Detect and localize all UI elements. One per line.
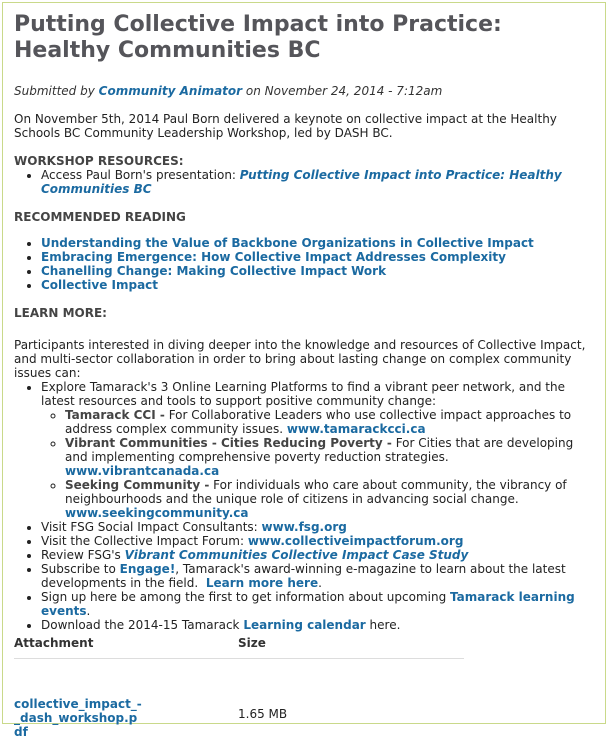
platform-name: Tamarack CCI -: [65, 408, 165, 422]
learn-more-link[interactable]: Learn more here: [206, 576, 318, 590]
submitted-line: [14, 84, 596, 98]
reading-list: [14, 236, 596, 292]
review-text: Review FSG's: [41, 548, 121, 562]
reading-link-backbone[interactable]: Understanding the Value of Backbone Organizations in Collective Impact: [41, 236, 534, 250]
article: [14, 12, 596, 739]
attachment-size: 1.65 MB: [238, 659, 464, 739]
list-item: [41, 278, 596, 292]
learn-list: [14, 380, 596, 632]
reading-link-collective-impact[interactable]: Collective Impact: [41, 278, 158, 292]
attachments-table: [14, 632, 464, 739]
platform-list: [41, 408, 596, 520]
list-item: [41, 548, 596, 562]
forum-link[interactable]: www.collectiveimpactforum.org: [248, 534, 464, 548]
submitted-prefix: Submitted by: [14, 84, 95, 98]
platform-name: Seeking Community -: [65, 478, 209, 492]
list-item: [41, 520, 596, 534]
workshop-list: [14, 168, 596, 196]
learning-events-link[interactable]: Tamarack learning events: [41, 590, 575, 618]
list-item: • Sign up here be among the first to get information about upcoming Tamarack learning events.: [41, 590, 596, 618]
attachment-column-header: Attachment: [14, 632, 238, 659]
fsg-text: Visit FSG Social Impact Consultants:: [41, 520, 258, 534]
learn-paragraph: Participants interested in diving deeper into the knowledge and resources of Collective Impact, and multi-sector collaboration in order to bring about lasting change on complex community issues can:: [14, 338, 596, 380]
size-column-header: Size: [238, 632, 464, 659]
list-item: [41, 534, 596, 548]
signup-text: Sign up here be among the first to get information about upcoming: [41, 590, 446, 604]
platform-name: Vibrant Communities - Cities Reducing Poverty -: [65, 436, 392, 450]
subscribe-desc: , Tamarack's award-winning e-magazine to learn about the latest developments in the field.: [41, 562, 566, 590]
list-item: [41, 264, 596, 278]
intro-paragraph: On November 5th, 2014 Paul Born delivered a keynote on collective impact at the Healthy Schools BC Community Leadership Workshop, led by DASH BC.: [14, 112, 596, 140]
engage-link[interactable]: Engage!: [120, 562, 176, 576]
presentation-link[interactable]: Putting Collective Impact into Practice: Healthy Communities BC: [41, 168, 562, 196]
subscribe-text: Subscribe to: [41, 562, 116, 576]
learning-calendar-link[interactable]: Learning calendar: [243, 618, 365, 632]
submitted-date: on November 24, 2014 - 7:12am: [246, 84, 442, 98]
workshop-item-text: Access Paul Born's presentation:: [41, 168, 236, 182]
workshop-heading: WORKSHOP RESOURCES:: [14, 154, 596, 168]
learn-heading: LEARN MORE:: [14, 306, 596, 320]
list-item: [41, 618, 596, 632]
platform-desc: For Cities that are developing and implementing comprehensive poverty reduction strategies.: [65, 436, 573, 464]
list-item: [65, 436, 596, 478]
list-item: [41, 380, 596, 520]
table-row: [14, 659, 464, 739]
reading-link-emergence[interactable]: Embracing Emergence: How Collective Impact Addresses Complexity: [41, 250, 506, 264]
list-item: [41, 236, 596, 250]
download-text: Download the 2014-15 Tamarack: [41, 618, 240, 632]
list-item: • Subscribe to Engage!, Tamarack's award-winning e-magazine to learn about the latest developments in the field. Learn more here.: [41, 562, 596, 590]
explore-text: Explore Tamarack's 3 Online Learning Platforms to find a vibrant peer network, and the latest resources and tools to support positive community change:: [41, 380, 565, 408]
list-item: [65, 408, 596, 436]
platform-link-tamarack[interactable]: www.tamarackcci.ca: [287, 422, 426, 436]
list-item: [41, 250, 596, 264]
attachment-file-link[interactable]: collective_impact_-_dash_workshop.pdf: [14, 697, 144, 739]
forum-text: Visit the Collective Impact Forum:: [41, 534, 244, 548]
platform-link-seeking[interactable]: www.seekingcommunity.ca: [65, 506, 249, 520]
platform-link-vibrant[interactable]: www.vibrantcanada.ca: [65, 464, 219, 478]
reading-link-change[interactable]: Chanelling Change: Making Collective Impact Work: [41, 264, 386, 278]
download-suffix: here.: [370, 618, 401, 632]
list-item: [41, 168, 596, 196]
list-item: [65, 478, 596, 520]
platform-desc: For Collaborative Leaders who use collective impact approaches to address complex community issues.: [65, 408, 571, 436]
platform-desc: For individuals who care about community, the vibrancy of neighbourhoods and the unique role of citizens in advancing social change.: [65, 478, 567, 506]
case-study-link[interactable]: Vibrant Communities Collective Impact Case Study: [125, 548, 469, 562]
fsg-link[interactable]: www.fsg.org: [262, 520, 347, 534]
author-link[interactable]: Community Animator: [99, 84, 242, 98]
page-title: Putting Collective Impact into Practice: Healthy Communities BC: [14, 12, 596, 64]
reading-heading: RECOMMENDED READING: [14, 210, 596, 224]
